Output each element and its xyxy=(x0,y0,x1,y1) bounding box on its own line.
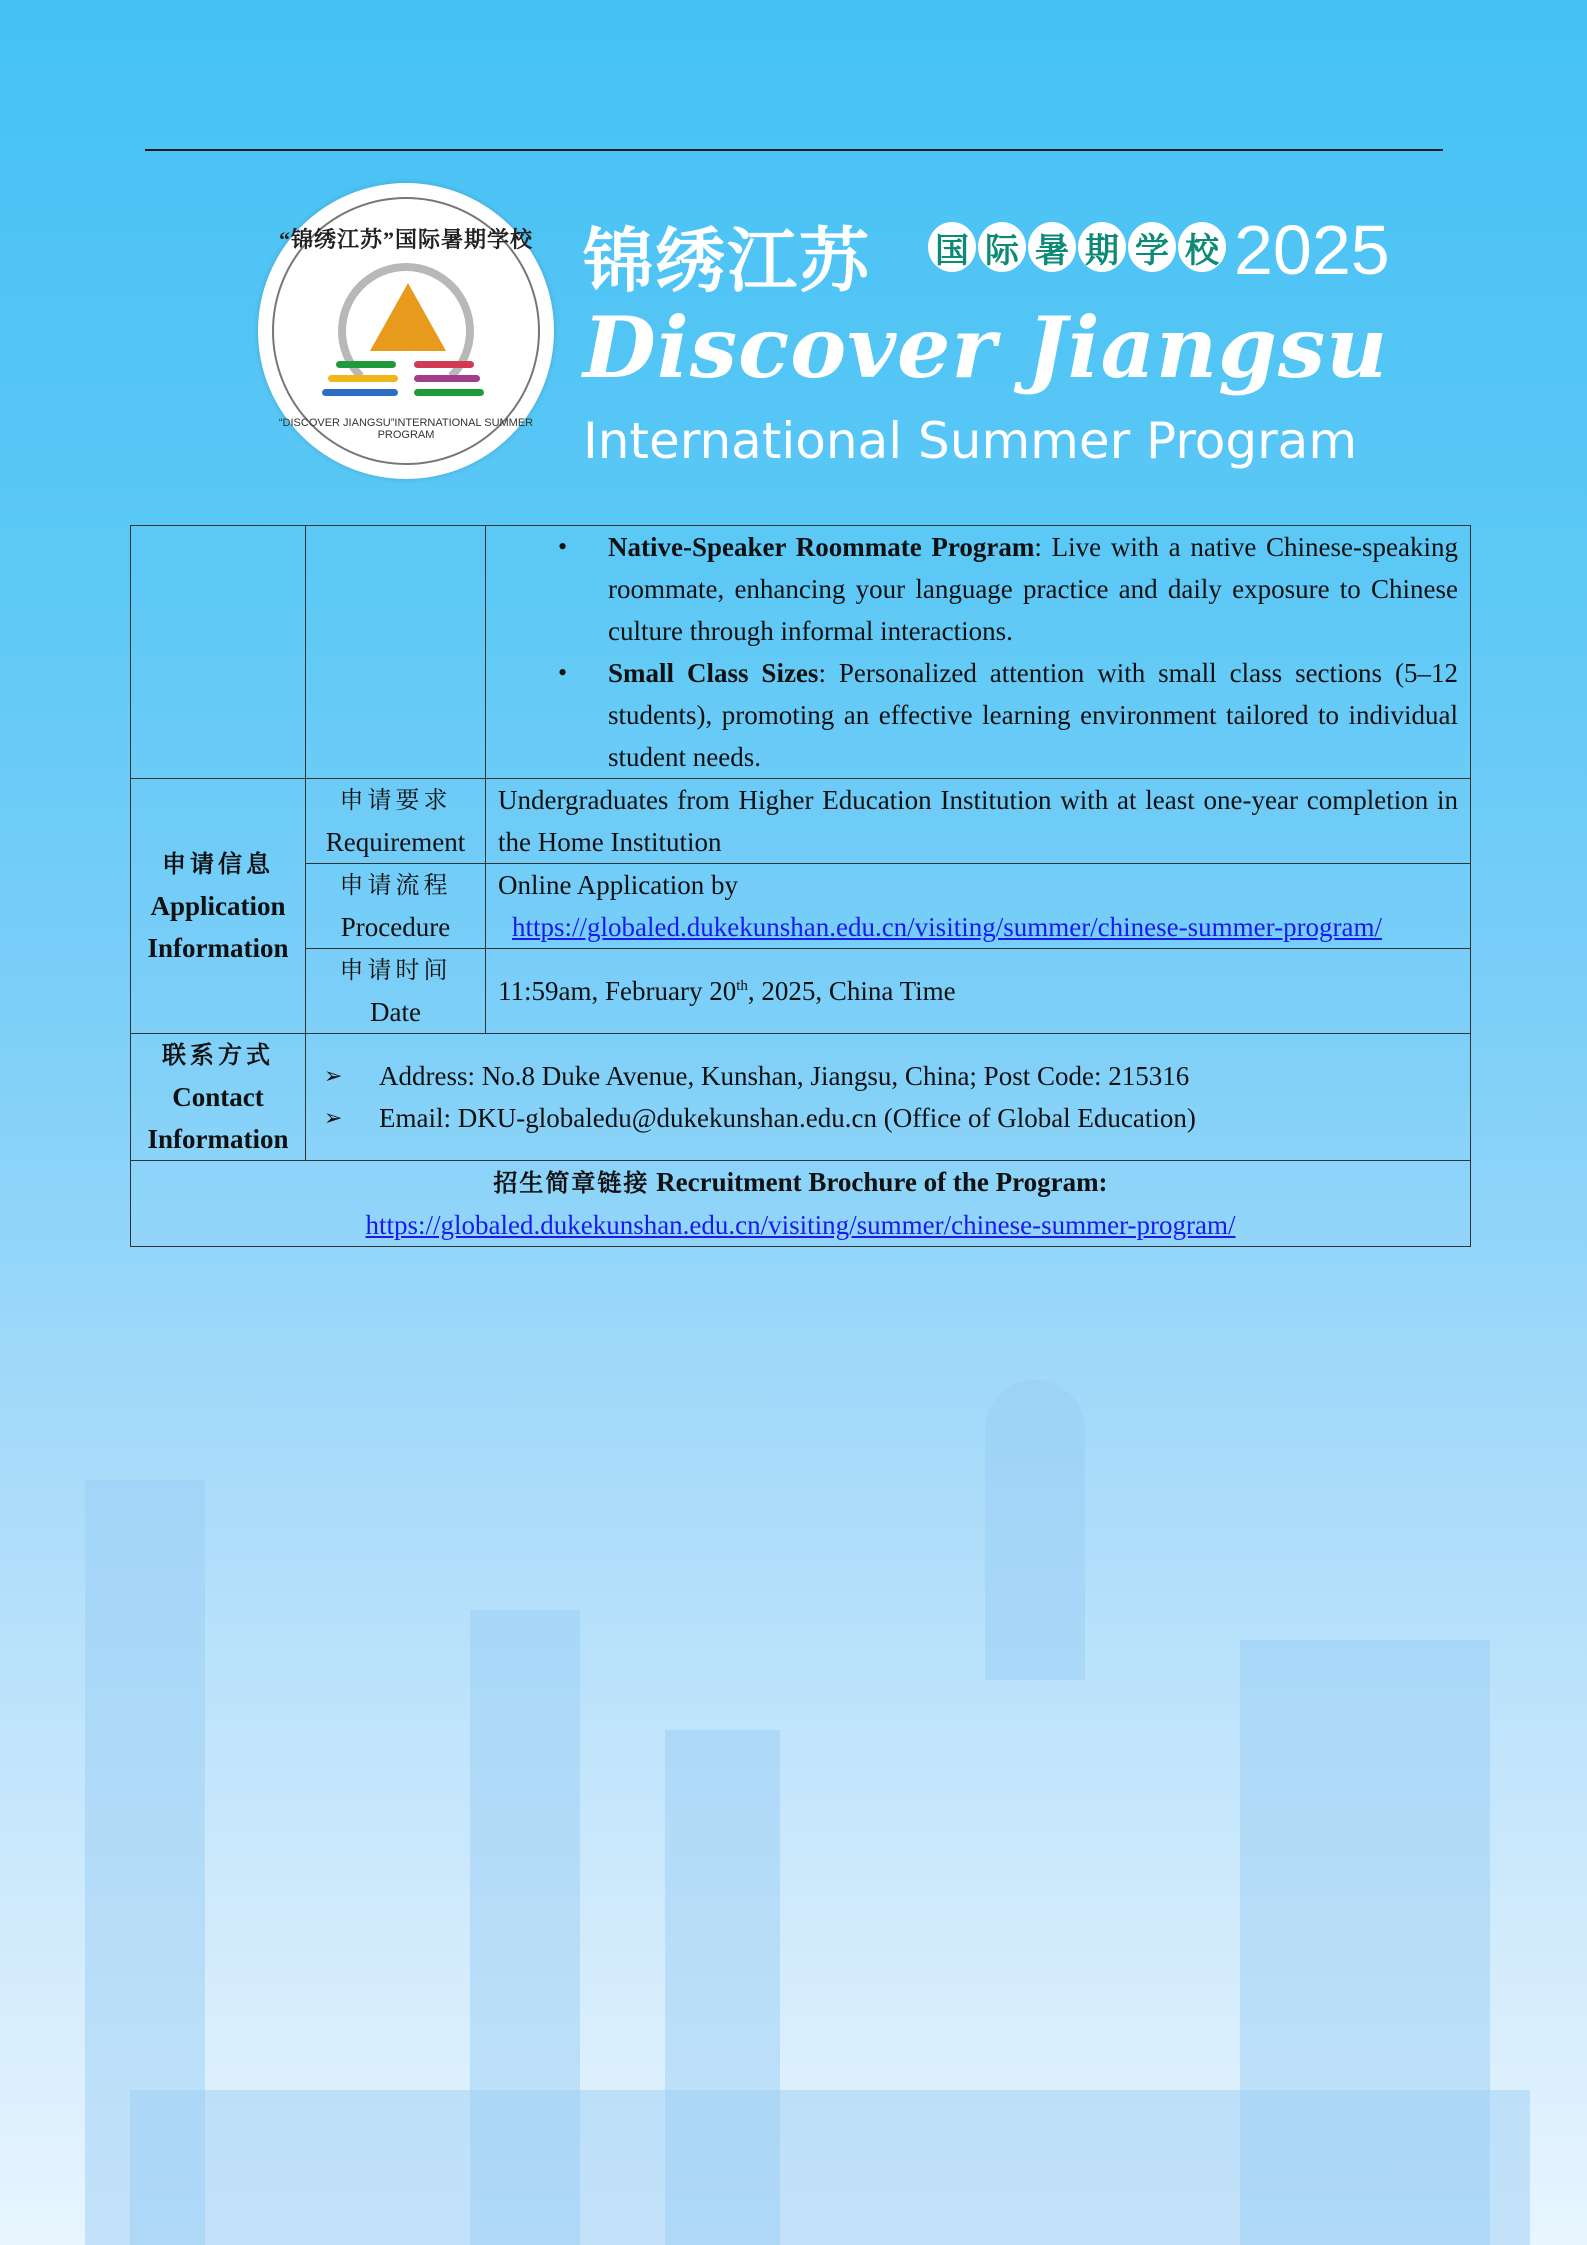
date-value: 11:59am, February 20th, 2025, China Time xyxy=(486,949,1471,1034)
pill: 国 xyxy=(928,222,976,272)
title-script: Discover Jiangsu xyxy=(583,298,1389,397)
skyline-pagoda xyxy=(985,1380,1085,1680)
brochure-row xyxy=(131,1161,1471,1247)
pill: 暑 xyxy=(1028,222,1076,272)
contact-address: ➢ Address: No.8 Duke Avenue, Kunshan, Jiangsu, China; Post Code: 215316 xyxy=(324,1055,1470,1097)
procedure-row xyxy=(131,864,1471,949)
brochure-label: 招生简章链接 Recruitment Brochure of the Program: xyxy=(493,1167,1108,1197)
contact-label: 联系方式 Contact Information xyxy=(131,1034,306,1161)
features-row xyxy=(131,526,1471,779)
program-logo xyxy=(258,183,554,479)
feature-item: • Native-Speaker Roommate Program: Live with a native Chinese-speaking roommate, enhancing your language practice and daily exposure to Chinese culture through informal interactions. xyxy=(558,526,1458,652)
info-table xyxy=(130,525,1471,1247)
logo-text-en: “DISCOVER JIANGSU”INTERNATIONAL SUMMER PROGRAM xyxy=(278,417,534,441)
feature-item: • Small Class Sizes: Personalized attention with small class sections (5–12 students), promoting an effective learning environment tailored to individual student needs. xyxy=(558,652,1458,778)
requirement-value: Undergraduates from Higher Education Institution with at least one-year completion in the Home Institution xyxy=(486,779,1471,864)
contact-row xyxy=(131,1034,1471,1161)
title-subtitle: International Summer Program xyxy=(583,412,1358,470)
date-row xyxy=(131,949,1471,1034)
requirement-label: 申请要求 Requirement xyxy=(306,779,486,864)
date-label: 申请时间 Date xyxy=(306,949,486,1034)
application-link[interactable]: https://globaled.dukekunshan.edu.cn/visiting/summer/chinese-summer-program/ xyxy=(512,912,1383,942)
procedure-value: Online Application by xyxy=(498,870,738,900)
pill: 校 xyxy=(1178,222,1226,272)
header-rule xyxy=(145,149,1443,151)
title-year: 2025 xyxy=(1234,211,1390,289)
pill: 际 xyxy=(978,222,1026,272)
brochure-link[interactable]: https://globaled.dukekunshan.edu.cn/visiting/summer/chinese-summer-program/ xyxy=(365,1210,1236,1240)
skyline-base xyxy=(130,2090,1530,2245)
title-pills xyxy=(928,222,1226,272)
application-label: 申请信息 Application Information xyxy=(131,779,306,1034)
title-cn: 锦绣江苏 xyxy=(583,220,871,302)
requirement-row xyxy=(131,779,1471,864)
contact-email: ➢ Email: DKU-globaledu@dukekunshan.edu.cn (Office of Global Education) xyxy=(324,1097,1470,1139)
logo-text-cn: “锦绣江苏”国际暑期学校 xyxy=(278,227,533,252)
procedure-label: 申请流程 Procedure xyxy=(306,864,486,949)
pill: 期 xyxy=(1078,222,1126,272)
pill: 学 xyxy=(1128,222,1176,272)
